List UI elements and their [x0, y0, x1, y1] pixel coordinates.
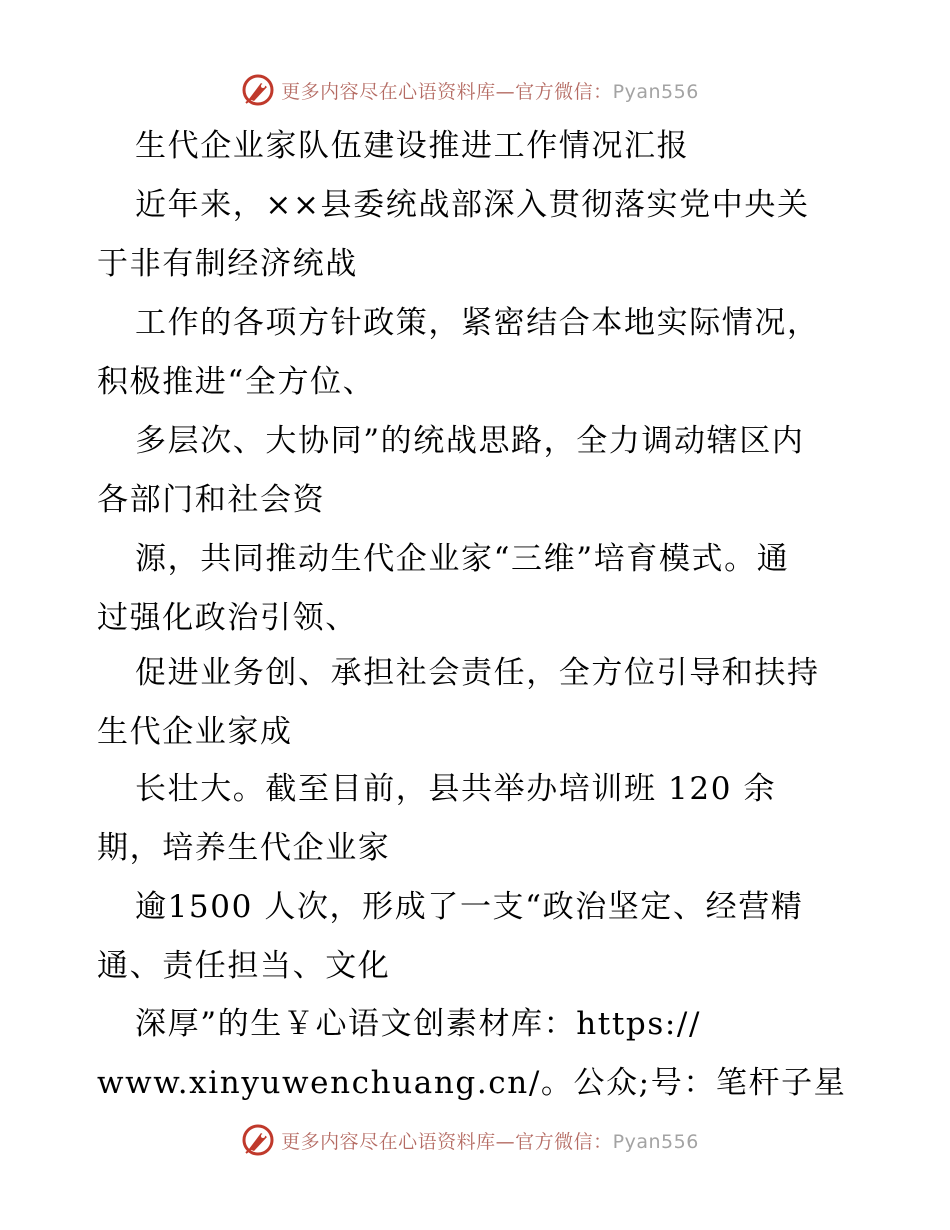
paragraph-line: 通、责任担当、文化	[97, 948, 391, 984]
banner-wechat-id: Pyan556	[612, 80, 699, 103]
paragraph-line: 生代企业家成	[97, 714, 293, 750]
paragraph-line: 逾1500 人次，形成了一支“政治坚定、经营精	[135, 889, 804, 925]
paragraph-line: 长壮大。截至目前，县共举办培训班 120 余	[135, 771, 777, 807]
paragraph-line: 积极推进“全方位、	[97, 364, 376, 400]
footer-watermark-banner	[0, 1120, 950, 1160]
paragraph-line: 于非有制经济统战	[97, 246, 358, 282]
paragraph-line: 促进业务创、承担社会责任，全方位引导和扶持	[135, 655, 820, 691]
doc-title: 生代企业家队伍建设推进工作情况汇报	[135, 128, 690, 164]
pen-nib-logo-icon	[241, 1123, 275, 1157]
paragraph-line: 期，培养生代企业家	[97, 830, 391, 866]
paragraph-line: 各部门和社会资	[97, 482, 326, 518]
paragraph-line: 过强化政治引领、	[97, 600, 358, 636]
paragraph-line: 源，共同推动生代企业家“三维”培育模式。通	[135, 541, 790, 577]
paragraph-line: 工作的各项方针政策，紧密结合本地实际情况，	[135, 305, 820, 341]
paragraph-line: 近年来，××县委统战部深入贯彻落实党中央关	[135, 187, 810, 223]
banner-main-text: 更多内容尽在心语资料库—官方微信：	[281, 1130, 613, 1153]
paragraph-line: 多层次、大协同”的统战思路，全力调动辖区内	[135, 423, 805, 459]
banner-main-text: 更多内容尽在心语资料库—官方微信：	[281, 80, 613, 103]
paragraph-line: 深厚”的生￥心语文创素材库：https://	[135, 1006, 702, 1042]
banner-wechat-id: Pyan556	[612, 1130, 699, 1153]
paragraph-line: www.xinyuwenchuang.cn/。公众;号：笔杆子星	[97, 1065, 847, 1101]
